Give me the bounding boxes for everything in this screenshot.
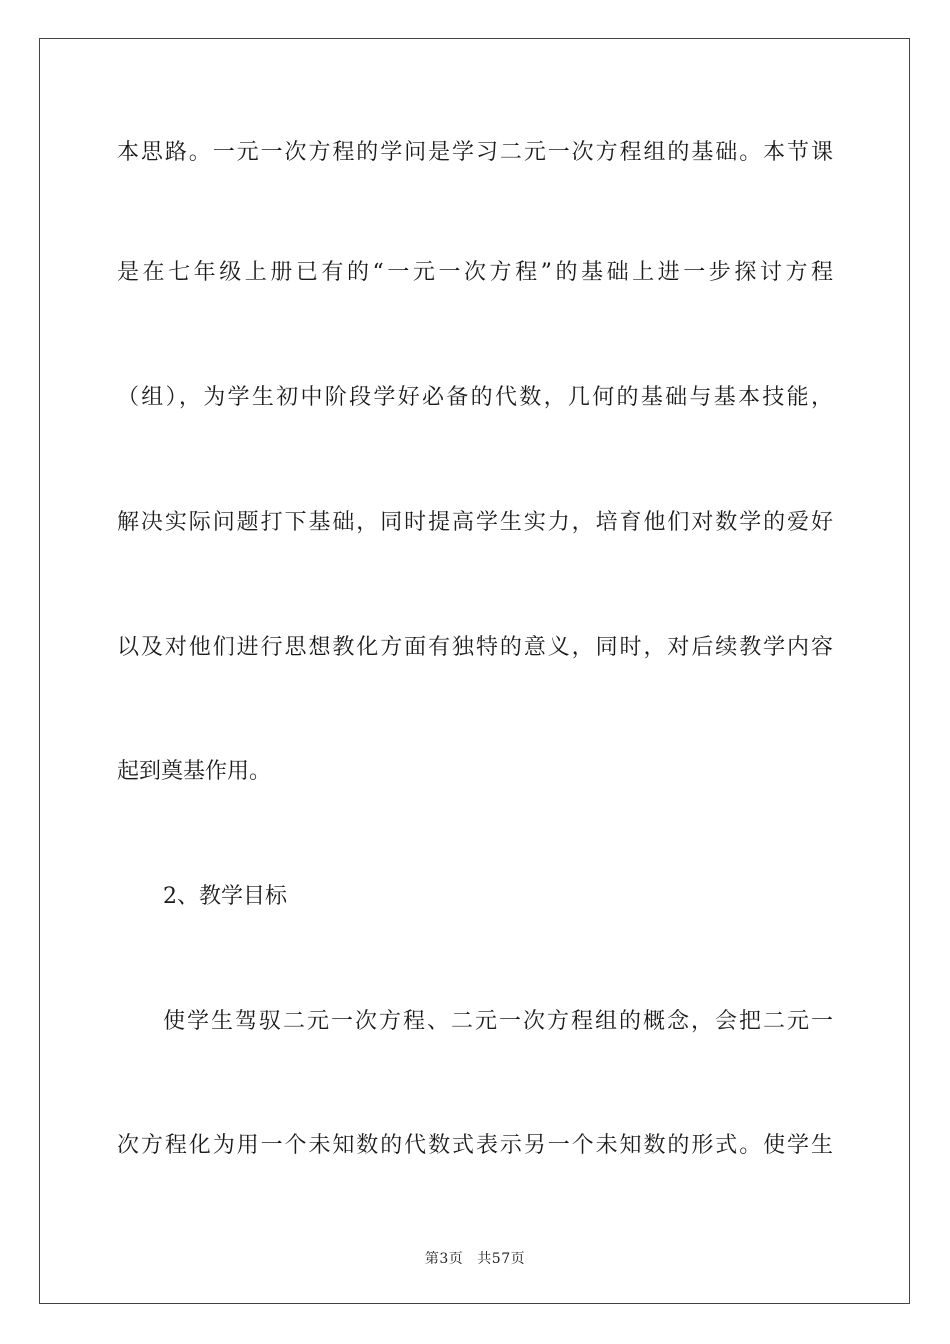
page-border (39, 38, 910, 1304)
paragraph2-line-1: 使学生驾驭二元一次方程、二元一次方程组的概念，会把二元一 (163, 1009, 833, 1034)
total-pages: 共57页 (477, 1251, 526, 1267)
page-footer (0, 1248, 950, 1268)
body-line-2: 是在七年级上册已有的“一元一次方程”的基础上进一步探讨方程 (117, 260, 833, 285)
body-line-5: 以及对他们进行思想教化方面有独特的意义，同时，对后续教学内容 (117, 635, 833, 660)
body-line-6: 起到奠基作用。 (117, 759, 272, 784)
section-heading: 2、教学目标 (163, 884, 287, 909)
body-line-1: 本思路。一元一次方程的学问是学习二元一次方程组的基础。本节课 (117, 140, 833, 165)
body-line-4: 解决实际问题打下基础，同时提高学生实力，培育他们对数学的爱好 (117, 510, 833, 535)
paragraph2-line-2: 次方程化为用一个未知数的代数式表示另一个未知数的形式。使学生 (117, 1133, 833, 1158)
body-line-3: （组），为学生初中阶段学好必备的代数，几何的基础与基本技能， (117, 385, 833, 410)
page-number: 第3页 (424, 1251, 464, 1267)
